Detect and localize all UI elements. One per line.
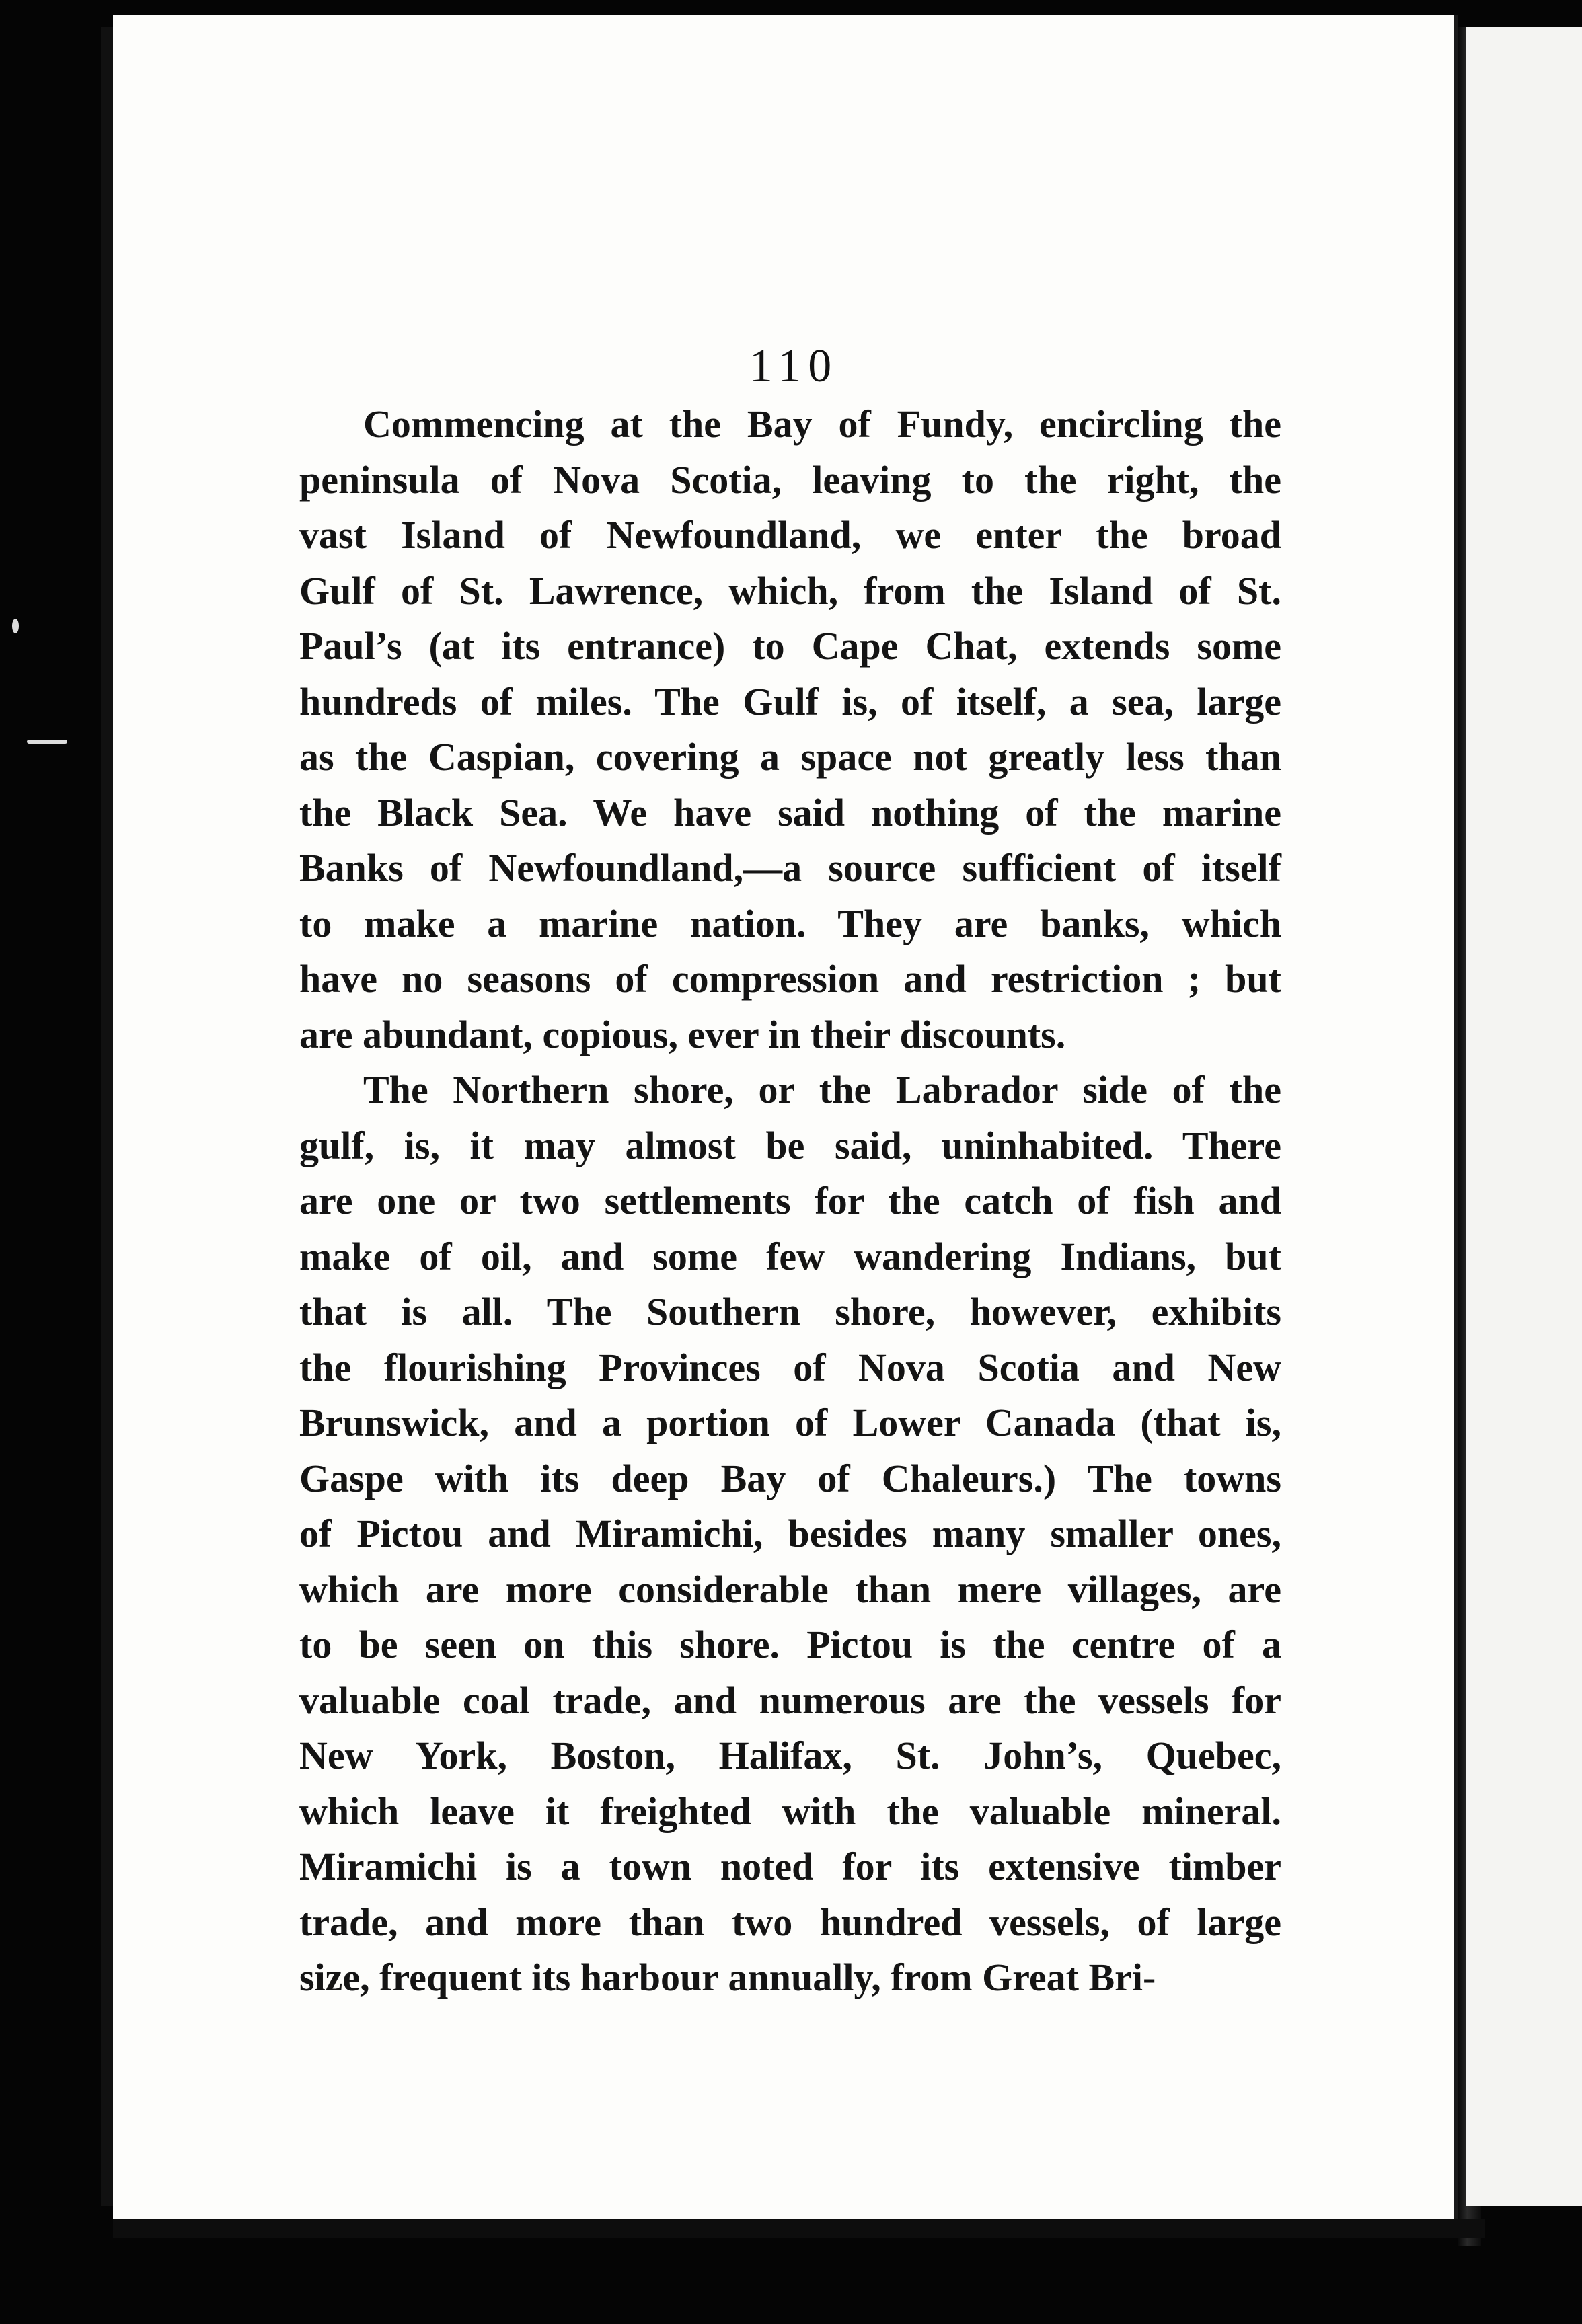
text-line: have no seasons of compression and restriction ; but [299, 957, 1281, 1001]
text-line: Gulf of St. Lawrence, which, from the Island of St. [299, 568, 1281, 613]
text-line: vast Island of Newfoundland, we enter the broad [299, 513, 1281, 557]
text-line: The Northern shore, or the Labrador side of the [363, 1068, 1281, 1112]
text-line: as the Caspian, covering a space not greatly less than [299, 735, 1281, 779]
text-line: that is all. The Southern shore, however, exhibits [299, 1290, 1281, 1333]
paragraph-1 [299, 397, 1281, 1062]
text-line: Paul’s (at its entrance) to Cape Chat, extends some [299, 624, 1281, 668]
paragraph-2 [299, 1062, 1281, 2006]
text-line: valuable coal trade, and numerous are the vessels for [299, 1678, 1281, 1722]
text-line: which leave it freighted with the valuable mineral. [299, 1789, 1281, 1833]
text-line: New York, Boston, Halifax, St. John’s, Quebec, [299, 1734, 1281, 1777]
text-line: Brunswick, and a portion of Lower Canada (that is, [299, 1401, 1281, 1444]
text-line: are one or two settlements for the catch of fish and [299, 1179, 1281, 1223]
body-text [299, 397, 1281, 2006]
page-number: 110 [749, 340, 839, 392]
margin-speck [27, 740, 67, 744]
text-line: are abundant, copious, ever in their discounts. [299, 1012, 1066, 1056]
text-line: peninsula of Nova Scotia, leaving to the right, the [299, 457, 1281, 502]
text-line: gulf, is, it may almost be said, uninhabited. There [299, 1123, 1281, 1167]
text-line: the flourishing Provinces of Nova Scotia and New [299, 1345, 1281, 1389]
text-line: to make a marine nation. They are banks, which [299, 901, 1281, 945]
text-line: Commencing at the Bay of Fundy, encircling the [363, 402, 1281, 446]
text-line: to be seen on this shore. Pictou is the centre of a [299, 1623, 1281, 1666]
text-line: size, frequent its harbour annually, from Great Bri- [299, 1955, 1156, 1999]
text-line: which are more considerable than mere villages, are [299, 1567, 1281, 1611]
text-line: hundreds of miles. The Gulf is, of itself, a sea, large [299, 679, 1281, 724]
text-line: Miramichi is a town noted for its extensive timber [299, 1845, 1281, 1888]
margin-speck [12, 619, 19, 633]
text-line: the Black Sea. We have said nothing of the marine [299, 790, 1281, 835]
page-bottom-shadow [113, 2219, 1485, 2238]
text-line: of Pictou and Miramichi, besides many smaller ones, [299, 1512, 1281, 1555]
text-line: trade, and more than two hundred vessels, of large [299, 1900, 1281, 1944]
text-line: Gaspe with its deep Bay of Chaleurs.) The towns [299, 1456, 1281, 1500]
text-line: make of oil, and some few wandering Indians, but [299, 1234, 1281, 1278]
text-line: Banks of Newfoundland,—a source sufficient of itself [299, 846, 1281, 890]
